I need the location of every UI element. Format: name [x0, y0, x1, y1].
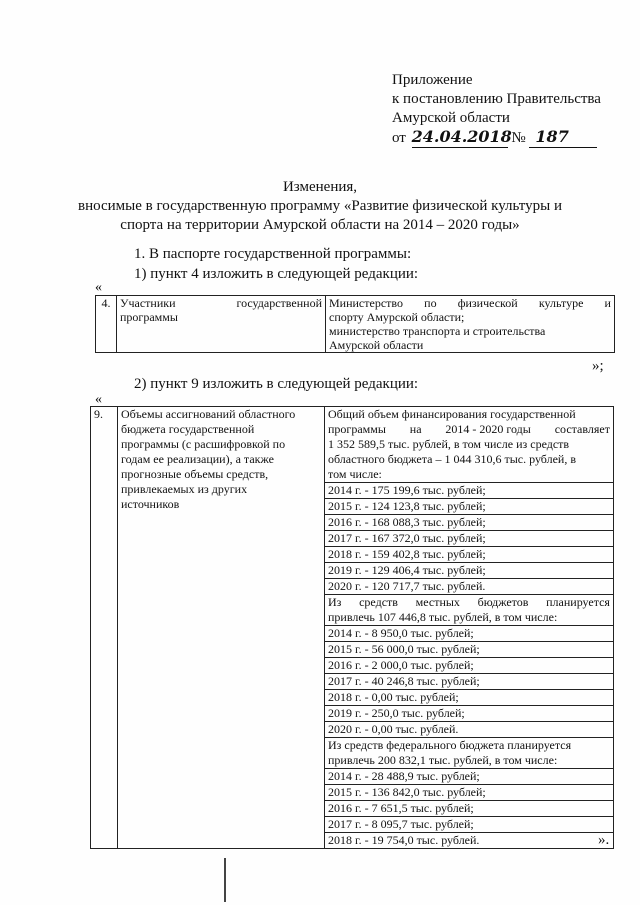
federal-intro-line: Из средств федерального бюджета планируется: [328, 738, 572, 752]
value-word: на: [409, 422, 422, 436]
label-justified-line: [120, 296, 322, 310]
open-quote-2: «: [95, 392, 102, 407]
local-year-line: 2019 г. - 250,0 тыс. рублей;: [325, 706, 613, 722]
value-line: Амурской области: [329, 338, 424, 352]
funding-intro-line: Общий объем финансирования государственной: [328, 407, 576, 421]
regional-year-line: 2016 г. - 168 088,3 тыс. рублей;: [325, 515, 613, 531]
label-word: государственной: [236, 296, 322, 310]
value-word: программы: [328, 422, 386, 436]
funding-intro-line: областного бюджета – 1 044 310,6 тыс. рублей, в: [328, 452, 577, 466]
label-word: Участники: [120, 296, 176, 310]
value-word: физической: [457, 296, 518, 310]
label-line: годам ее реализации), а также: [121, 452, 274, 466]
value-word: культуре: [538, 296, 584, 310]
regional-year-line: 2017 г. - 167 372,0 тыс. рублей;: [325, 531, 613, 547]
handwritten-number: 187: [529, 127, 597, 148]
table-row: [91, 407, 614, 849]
local-year-line: 2016 г. - 2 000,0 тыс. рублей;: [325, 658, 613, 674]
appendix-line-2: к постановлению Правительства: [392, 91, 601, 107]
appendix-line-3: Амурской области: [392, 110, 510, 126]
funding-intro-line: том числе:: [325, 467, 613, 483]
federal-year-line: 2015 г. - 136 842,0 тыс. рублей;: [325, 785, 613, 801]
value-word: по: [424, 296, 437, 310]
federal-intro-line: привлечь 200 832,1 тыс. рублей, в том числе:: [325, 753, 613, 769]
regional-year-line: 2014 г. - 175 199,6 тыс. рублей;: [325, 483, 613, 499]
row-label-cell: [117, 296, 326, 353]
value-line: министерство транспорта и строительства: [329, 324, 546, 338]
appendix-date-line: [392, 127, 597, 148]
regional-year-line: 2019 г. - 129 406,4 тыс. рублей;: [325, 563, 613, 579]
label-line: источников: [121, 497, 180, 511]
value-word: местных: [415, 595, 460, 609]
scan-artifact: [224, 858, 226, 902]
appendix-line-1: Приложение: [392, 72, 473, 88]
item-2-text: 2) пункт 9 изложить в следующей редакции:: [134, 376, 419, 392]
federal-year-line: 2016 г. - 7 651,5 тыс. рублей;: [325, 801, 613, 817]
table-item-4: [95, 295, 615, 353]
value-justified-line: [329, 296, 611, 310]
row-number: 9.: [91, 407, 118, 849]
local-year-line: 2014 г. - 8 950,0 тыс. рублей;: [325, 626, 613, 642]
value-word: средств: [359, 595, 398, 609]
open-quote-1: «: [95, 280, 102, 295]
value-word: бюджетов: [477, 595, 529, 609]
label-line: программы: [120, 310, 178, 324]
funding-intro-line: 1 352 589,5 тыс. рублей, в том числе из средств: [328, 437, 570, 451]
row-label-cell: [118, 407, 325, 849]
value-word: 2014 - 2020 годы: [445, 422, 531, 436]
date-prefix: от: [392, 130, 406, 146]
local-intro-line: привлечь 107 446,8 тыс. рублей, в том числе:: [325, 610, 613, 626]
value-word: составляет: [554, 422, 610, 436]
local-year-line: 2015 г. - 56 000,0 тыс. рублей;: [325, 642, 613, 658]
row-value-cell: [325, 407, 614, 849]
label-line: Объемы ассигнований областного: [121, 407, 296, 421]
close-quote-2: ».: [598, 832, 610, 848]
handwritten-date: 24.04.2018: [411, 127, 512, 146]
title-line-1: Изменения,: [282, 179, 358, 195]
table-item-9: [90, 406, 614, 849]
value-word: Министерство: [329, 296, 403, 310]
number-sign: №: [511, 130, 526, 146]
label-line: прогнозные объемы средств,: [121, 467, 269, 481]
title-line-2: вносимые в государственную программу «Развитие физической культуры и: [77, 198, 563, 214]
value-word: и: [604, 296, 611, 310]
regional-year-line: 2020 г. - 120 717,7 тыс. рублей.: [325, 579, 613, 595]
value-line: спорту Амурской области;: [329, 310, 465, 324]
local-year-line: 2018 г. - 0,00 тыс. рублей;: [325, 690, 613, 706]
local-year-line: 2020 г. - 0,00 тыс. рублей.: [325, 722, 613, 738]
table-row: [96, 296, 615, 353]
row-value-cell: [326, 296, 615, 353]
regional-year-line: 2018 г. - 159 402,8 тыс. рублей;: [325, 547, 613, 563]
federal-year-line: 2017 г. - 8 095,7 тыс. рублей;: [325, 817, 613, 833]
label-line: бюджета государственной: [121, 422, 255, 436]
local-intro-justified-line: [325, 595, 613, 610]
funding-intro-justified-line: [325, 422, 613, 437]
regional-year-line: 2015 г. - 124 123,8 тыс. рублей;: [325, 499, 613, 515]
label-line: привлекаемых из других: [121, 482, 248, 496]
federal-year-line: 2018 г. - 19 754,0 тыс. рублей.: [328, 833, 480, 847]
item-1-text: 1) пункт 4 изложить в следующей редакции:: [134, 266, 419, 282]
local-year-line: 2017 г. - 40 246,8 тыс. рублей;: [325, 674, 613, 690]
row-number: 4.: [96, 296, 117, 353]
value-word: Из: [328, 595, 342, 609]
section-heading: 1. В паспорте государственной программы:: [134, 246, 412, 262]
label-line: программы (с расшифровкой по: [121, 437, 286, 451]
federal-year-line: 2014 г. - 28 488,9 тыс. рублей;: [325, 769, 613, 785]
close-quote-1: »;: [592, 358, 604, 374]
title-line-3: спорта на территории Амурской области на 2014 – 2020 годы»: [120, 217, 520, 233]
value-word: планируется: [546, 595, 610, 609]
